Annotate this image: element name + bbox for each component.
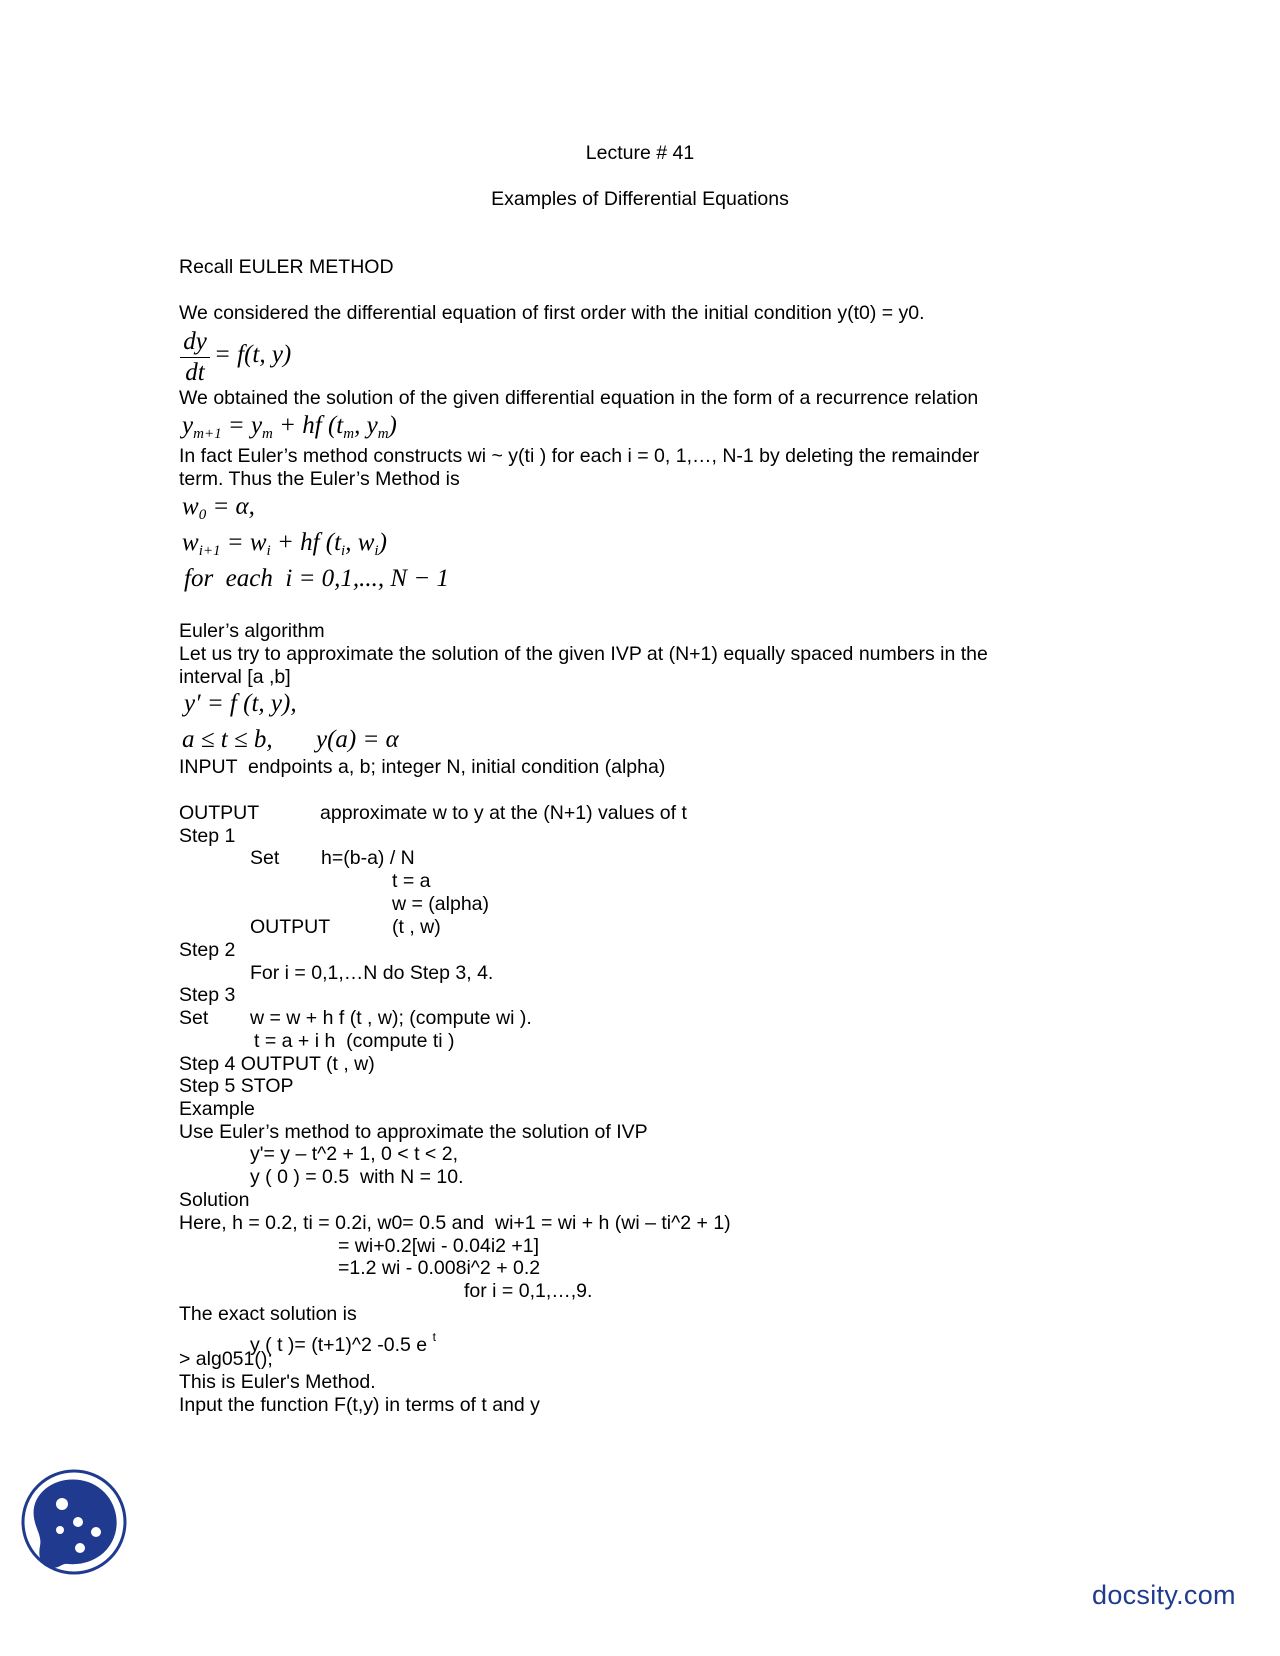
ivp-interval: a ≤ t ≤ b, xyxy=(182,726,273,753)
intro-text: We considered the differential equation of first order with the initial condition y(t0) = y0. xyxy=(179,302,925,324)
w-definition: w = (alpha) xyxy=(392,893,490,915)
wi-equation: $w_{i+1} = w_i$ + hf ($t_i$, $w_i$) xyxy=(182,529,387,559)
algorithm-heading: Euler’s algorithm xyxy=(179,620,325,642)
output-description: approximate w to y at the (N+1) values of t xyxy=(320,802,687,824)
solution-line-4: for i = 0,1,…,9. xyxy=(464,1280,593,1302)
example-prompt: Use Euler’s method to approximate the solution of IVP xyxy=(179,1121,648,1143)
t-update: t = a + i h (compute ti ) xyxy=(254,1030,455,1052)
solution-heading: Solution xyxy=(179,1189,250,1211)
step-5: Step 5 STOP xyxy=(179,1075,294,1097)
step-1-output-label: OUTPUT xyxy=(250,916,331,938)
t-definition: t = a xyxy=(392,870,431,892)
method-message: This is Euler's Method. xyxy=(179,1371,376,1393)
step-1-label: Step 1 xyxy=(179,825,236,847)
solution-line-2: = wi+0.2[wi - 0.04i2 +1] xyxy=(338,1235,540,1257)
algorithm-desc-line1: Let us try to approximate the solution of the given IVP at (N+1) equally spaced numbers in the xyxy=(179,643,988,665)
input-function-prompt: Input the function F(t,y) in terms of t and y xyxy=(179,1394,540,1416)
step-4: Step 4 OUTPUT (t , w) xyxy=(179,1053,375,1075)
foreach-equation: for each i = 0,1,..., N − 1 xyxy=(184,565,449,592)
section-heading-euler: Recall EULER METHOD xyxy=(179,256,394,278)
example-ivp: y'= y – t^2 + 1, 0 < t < 2, xyxy=(250,1143,458,1165)
step-3-label: Step 3 xyxy=(179,984,236,1006)
w-update: w = w + h f (t , w); (compute wi ). xyxy=(250,1007,532,1029)
w0-equation: $w_0 = \alpha$, xyxy=(182,493,255,523)
recurrence-equation: $y_{m+1} = y_m$ + hf ($t_m$, $y_m$) xyxy=(182,412,397,442)
h-definition: h=(b-a) / N xyxy=(321,847,415,869)
ode-rhs: = f(t, y) xyxy=(214,341,292,368)
step-1-set: Set xyxy=(250,847,280,869)
exact-solution-equation: y ( t )= (t+1)^2 -0.5 e $^t$ xyxy=(250,1330,436,1356)
solution-text: We obtained the solution of the given differential equation in the form of a recurrence relation xyxy=(179,387,979,409)
fraction-denominator: dt xyxy=(185,359,205,386)
step-2-label: Step 2 xyxy=(179,939,236,961)
command-line: > alg051(); xyxy=(179,1348,273,1370)
step-1-output-value: (t , w) xyxy=(392,916,441,938)
step-3-set: Set xyxy=(179,1007,209,1029)
exact-solution-label: The exact solution is xyxy=(179,1303,357,1325)
dy-dt-fraction xyxy=(180,328,210,387)
docsity-brand-link[interactable]: docsity.com xyxy=(1092,1580,1236,1610)
step-2-for-line: For i = 0,1,…N do Step 3, 4. xyxy=(250,962,494,984)
ivp-equation-1: y′ = f (t, y), xyxy=(184,690,297,717)
fact-text-line1: In fact Euler’s method constructs wi ~ y(ti ) for each i = 0, 1,…, N-1 by deleting the remainder xyxy=(179,445,980,467)
algorithm-desc-line2: interval [a ,b] xyxy=(179,666,291,688)
fact-text-line2: term. Thus the Euler’s Method is xyxy=(179,468,460,490)
example-heading: Example xyxy=(179,1098,255,1120)
docsity-logo-icon[interactable] xyxy=(20,1468,128,1576)
output-label: OUTPUT xyxy=(179,802,260,824)
ivp-initial-condition: y(a) = α xyxy=(316,726,399,753)
solution-line-1: Here, h = 0.2, ti = 0.2i, w0= 0.5 and wi+1 = wi + h (wi – ti^2 + 1) xyxy=(179,1212,731,1234)
page-title: Examples of Differential Equations xyxy=(491,188,789,210)
fraction-numerator: dy xyxy=(183,328,207,355)
example-initial-condition: y ( 0 ) = 0.5 with N = 10. xyxy=(250,1166,464,1188)
input-line: INPUT endpoints a, b; integer N, initial condition (alpha) xyxy=(179,756,666,778)
solution-line-3: =1.2 wi - 0.008i^2 + 0.2 xyxy=(338,1257,541,1279)
lecture-number: Lecture # 41 xyxy=(585,142,695,164)
fraction-bar xyxy=(180,357,210,358)
